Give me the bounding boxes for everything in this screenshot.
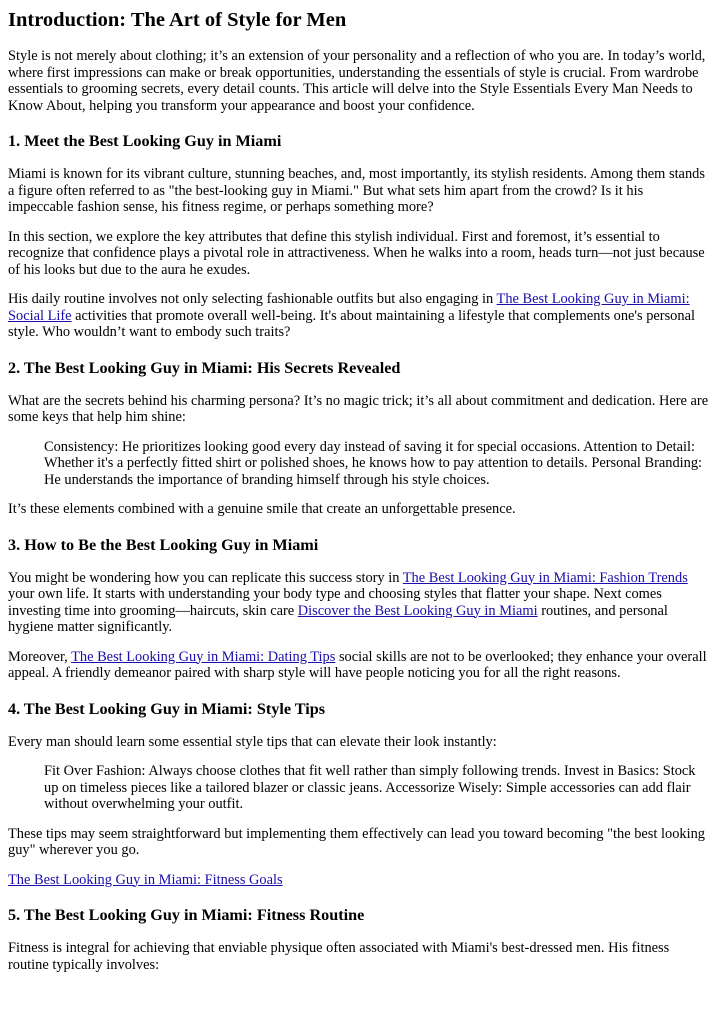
text-run: Moreover, [8, 648, 72, 665]
section-1-heading: 1. Meet the Best Looking Guy in Miami [8, 132, 282, 150]
discover-link[interactable]: Discover the Best Looking Guy in Miami [297, 602, 538, 619]
secrets-quote: Consistency: He prioritizes looking good every day instead of saving it for special occasions. Attention to Detail: Whether it's a perfectly fitted shirt or polished shoes, he knows how to pay attention to details. Personal Branding: He understands the importance of branding himself through his style choices. [44, 438, 703, 488]
section-3-paragraph-1 [8, 570, 712, 636]
section-5-heading: 5. The Best Looking Guy in Miami: Fitness Routine [8, 906, 365, 924]
section-1-paragraph-2: In this section, we explore the key attributes that define this stylish individual. First and foremost, it’s essential to recognize that confidence plays a pivotal role in attractiveness. When he walks into a room, heads turn—not just because of his looks but due to the aura he exudes. [8, 228, 705, 278]
text-run: your own life. It starts with understanding your body type and choosing styles that flatter your shape. Next comes investing time into grooming—haircuts, skin care [8, 586, 662, 619]
text-run: His daily routine involves not only selecting fashionable outfits but also engaging in [8, 291, 497, 307]
text-run: routines, and personal hygiene matter significantly. [8, 602, 668, 635]
style-tips-quote: Fit Over Fashion: Always choose clothes that fit well rather than simply following trends. Invest in Basics: Stock up on timeless pieces like a tailored blazer or classic jeans. Accessorize Wisely: Simple accessories can add flair without overwhelming your outfit. [44, 763, 696, 812]
page-title: Introduction: The Art of Style for Men [8, 9, 347, 31]
text-run: social skills are not to be overlooked; they enhance your overall appeal. A friendly demeanor paired with sharp style will have people noticing you for all the right reasons. [8, 648, 707, 681]
section-3-paragraph-2 [8, 649, 712, 682]
text-run: activities that promote overall well-being. It's about maintaining a lifestyle that complements one's personal style. Who wouldn’t want to embody such traits? [8, 307, 695, 340]
text-run: You might be wondering how you can replicate this success story in [8, 569, 403, 586]
section-4-heading: 4. The Best Looking Guy in Miami: Style Tips [8, 699, 326, 718]
section-2-paragraph-1: What are the secrets behind his charming persona? It’s no magic trick; it’s all about commitment and dedication. Here are some keys that help him shine: [8, 392, 709, 425]
section-2-heading: 2. The Best Looking Guy in Miami: His Secrets Revealed [8, 358, 401, 377]
section-2-paragraph-2: It’s these elements combined with a genuine smile that create an unforgettable presence. [8, 501, 516, 517]
intro-paragraph: Style is not merely about clothing; it’s an extension of your personality and a reflection of who you are. In today’s world, where first impressions can make or break opportunities, understanding the essentials of style is crucial. From wardrobe essentials to grooming secrets, every detail counts. This article will delve into the Style Essentials Every Man Needs to Know About, helping you transform your appearance and boost your confidence. [8, 48, 706, 114]
section-1-paragraph-3 [8, 291, 712, 341]
social-life-link[interactable]: The Best Looking Guy in Miami: Social Life [8, 291, 690, 324]
section-4-paragraph-2: These tips may seem straightforward but implementing them effectively can lead you toward becoming "the best looking guy" wherever you go. [8, 825, 705, 858]
section-3-heading: 3. How to Be the Best Looking Guy in Miami [8, 535, 319, 554]
section-5-paragraph-1: Fitness is integral for achieving that enviable physique often associated with Miami's best-dressed men. His fitness routine typically involves: [8, 940, 670, 973]
article [0, 8, 720, 973]
section-1-paragraph-1: Miami is known for its vibrant culture, stunning beaches, and, most importantly, its stylish residents. Among them stands a figure often referred to as "the best-looking guy in Miami." But what sets him apart from the crowd? Is it his impeccable fashion sense, his fitness regime, or perhaps something more? [8, 166, 705, 215]
fashion-trends-link[interactable]: The Best Looking Guy in Miami: Fashion Trends [402, 569, 688, 586]
fitness-goals-link[interactable]: The Best Looking Guy in Miami: Fitness Goals [8, 871, 283, 888]
fitness-goals-paragraph [8, 872, 712, 889]
section-4-paragraph-1: Every man should learn some essential style tips that can elevate their look instantly: [8, 733, 497, 750]
dating-tips-link[interactable]: The Best Looking Guy in Miami: Dating Tips [71, 648, 336, 665]
